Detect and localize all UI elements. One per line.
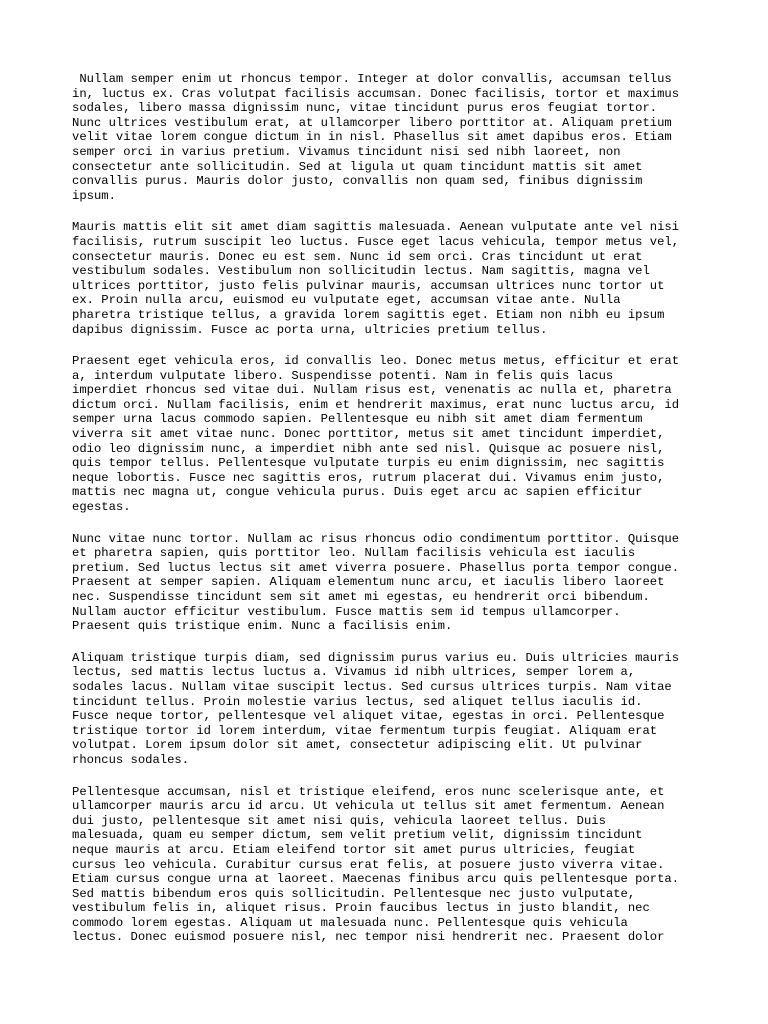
- text-line: viverra sit amet vitae nunc. Donec porttitor, metus sit amet tincidunt imperdiet,: [72, 427, 665, 442]
- text-line: ultrices porttitor, justo felis pulvinar mauris, accumsan ultrices nunc tortor ut: [72, 278, 665, 293]
- text-line: dapibus dignissim. Fusce ac porta urna, ultricies pretium tellus.: [72, 322, 548, 337]
- text-line: consectetur mauris. Donec eu est sem. Nunc id sem orci. Cras tincidunt ut erat: [72, 249, 643, 264]
- text-line: rhoncus sodales.: [72, 752, 190, 767]
- text-line: dui justo, pellentesque sit amet nisi quis, vehicula laoreet tellus. Duis: [72, 813, 606, 828]
- text-line: neque mauris at arcu. Etiam eleifend tortor sit amet purus ultricies, feugiat: [72, 842, 636, 857]
- text-line: ex. Proin nulla arcu, euismod eu vulputate eget, accumsan vitae ante. Nulla: [72, 293, 621, 308]
- text-line: consectetur ante sollicitudin. Sed at ligula ut quam tincidunt mattis sit amet: [72, 159, 643, 174]
- text-line: tincidunt tellus. Proin molestie varius lectus, sed aliquet tellus iaculis id.: [72, 694, 643, 709]
- text-line: Nullam auctor efficitur vestibulum. Fusce mattis sem id tempus ullamcorper.: [72, 604, 621, 619]
- paragraph-4: [72, 532, 712, 634]
- text-line: mattis nec magna ut, congue vehicula purus. Duis eget arcu ac sapien efficitur: [72, 485, 643, 500]
- text-line: Praesent at semper sapien. Aliquam elementum nunc arcu, et iaculis libero laoreet: [72, 575, 665, 590]
- paragraph-5: [72, 651, 712, 768]
- text-line: a, interdum vulputate libero. Suspendisse potenti. Nam in felis quis lacus: [72, 368, 614, 383]
- text-line: commodo lorem egestas. Aliquam ut malesuada nunc. Pellentesque quis vehicula: [72, 915, 628, 930]
- text-line: et pharetra sapien, quis porttitor leo. Nullam facilisis vehicula est iaculis: [72, 546, 636, 561]
- text-line: Pellentesque accumsan, nisl et tristique eleifend, eros nunc scelerisque ante, et: [72, 784, 665, 799]
- text-line: neque lobortis. Fusce nec sagittis eros, rutrum placerat dui. Vivamus enim justo,: [72, 470, 665, 485]
- text-line: ullamcorper mauris arcu id arcu. Ut vehicula ut tellus sit amet fermentum. Aenean: [72, 799, 665, 814]
- text-line: dictum orci. Nullam facilisis, enim et hendrerit maximus, erat nunc luctus arcu, id: [72, 397, 680, 412]
- text-line: Sed mattis bibendum eros quis sollicitudin. Pellentesque nec justo vulputate,: [72, 886, 636, 901]
- paragraph-2: [72, 220, 712, 337]
- text-line: velit vitae lorem congue dictum in in nisl. Phasellus sit amet dapibus eros. Etiam: [72, 130, 672, 145]
- text-line: sodales lacus. Nullam vitae suscipit lectus. Sed cursus ultrices turpis. Nam vitae: [72, 679, 672, 694]
- text-line: nec. Suspendisse tincidunt sem sit amet mi egestas, eu hendrerit orci bibendum.: [72, 590, 650, 604]
- text-line: vestibulum felis in, aliquet risus. Proin faucibus lectus in justo blandit, nec: [72, 901, 650, 916]
- text-line: Etiam cursus congue urna at laoreet. Maecenas finibus arcu quis pellentesque porta.: [72, 872, 680, 887]
- document-body: [72, 72, 712, 962]
- text-line: cursus leo vehicula. Curabitur cursus erat felis, at posuere justo viverra vitae.: [72, 857, 665, 872]
- text-line: vestibulum sodales. Vestibulum non sollicitudin lectus. Nam sagittis, magna vel: [72, 264, 650, 279]
- text-line: odio leo dignissim nunc, a imperdiet nibh ante sed nisl. Quisque ac posuere nisl,: [72, 441, 665, 456]
- text-line: malesuada, quam eu semper dictum, sem velit pretium velit, dignissim tincidunt: [72, 828, 643, 843]
- text-line: Fusce neque tortor, pellentesque vel aliquet vitae, egestas in orci. Pellentesque: [72, 709, 665, 724]
- text-line: egestas.: [72, 500, 131, 515]
- text-line: volutpat. Lorem ipsum dolor sit amet, consectetur adipiscing elit. Ut pulvinar: [72, 738, 643, 753]
- text-line: tristique tortor id lorem interdum, vitae fermentum turpis feugiat. Aliquam erat: [72, 723, 658, 738]
- text-line: imperdiet rhoncus sed vitae dui. Nullam risus est, venenatis ac nulla et, pharetra: [72, 383, 672, 398]
- text-line: semper orci in varius pretium. Vivamus tincidunt nisi sed nibh laoreet, non: [72, 144, 621, 159]
- text-line: Praesent quis tristique enim. Nunc a facilisis enim.: [72, 619, 453, 634]
- text-line: Nullam semper enim ut rhoncus tempor. Integer at dolor convallis, accumsan tellus: [72, 72, 672, 86]
- text-line: pharetra tristique tellus, a gravida lorem sagittis eget. Etiam non nibh eu ipsum: [72, 307, 665, 322]
- text-line: ipsum.: [72, 188, 116, 203]
- text-line: facilisis, rutrum suscipit leo luctus. Fusce eget lacus vehicula, tempor metus vel,: [72, 234, 680, 249]
- text-line: Praesent eget vehicula eros, id convallis leo. Donec metus metus, efficitur et erat: [72, 354, 680, 369]
- text-line: convallis purus. Mauris dolor justo, convallis non quam sed, finibus dignissim: [72, 174, 643, 189]
- paragraph-6: [72, 785, 712, 946]
- text-line: Nunc vitae nunc tortor. Nullam ac risus rhoncus odio condimentum porttitor. Quisque: [72, 531, 680, 546]
- text-line: lectus. Donec euismod posuere nisl, nec tempor nisi hendrerit nec. Praesent dolor: [72, 930, 665, 945]
- text-line: Nunc ultrices vestibulum erat, at ullamcorper libero porttitor at. Aliquam pretium: [72, 115, 672, 130]
- text-line: Aliquam tristique turpis diam, sed dignissim purus varius eu. Duis ultricies mauris: [72, 650, 680, 665]
- text-line: in, luctus ex. Cras volutpat facilisis accumsan. Donec facilisis, tortor et maximus: [72, 86, 680, 101]
- text-line: semper urna lacus commodo sapien. Pellentesque eu nibh sit amet diam fermentum: [72, 412, 643, 427]
- text-line: lectus, sed mattis lectus luctus a. Vivamus id nibh ultrices, semper lorem a,: [72, 665, 636, 680]
- paragraph-1: [72, 72, 712, 203]
- text-line: quis tempor tellus. Pellentesque vulputate turpis eu enim dignissim, nec sagittis: [72, 456, 665, 471]
- text-line: Mauris mattis elit sit amet diam sagittis malesuada. Aenean vulputate ante vel nisi: [72, 220, 680, 235]
- text-line: sodales, libero massa dignissim nunc, vitae tincidunt purus eros feugiat tortor.: [72, 101, 658, 116]
- text-line: pretium. Sed luctus lectus sit amet viverra posuere. Phasellus porta tempor congue.: [72, 560, 680, 575]
- paragraph-3: [72, 354, 712, 515]
